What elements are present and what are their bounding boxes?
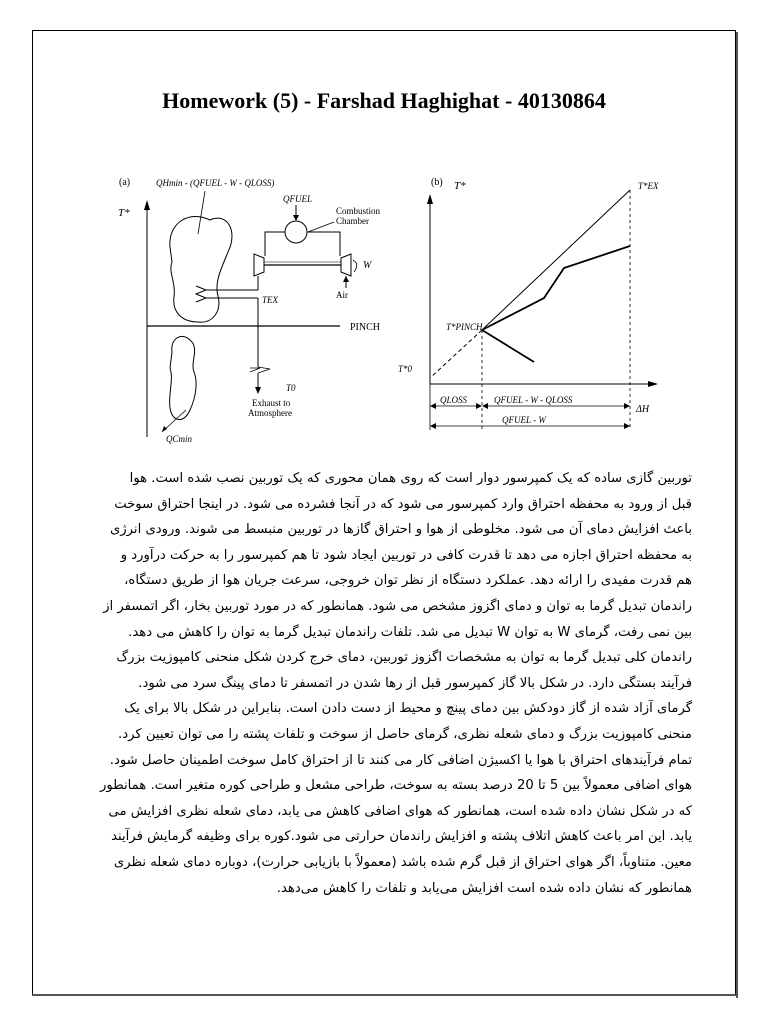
figure-a-exhaust bbox=[248, 398, 292, 418]
figure-a-air-label: Air bbox=[336, 290, 348, 300]
figure-a-t-axis: T* bbox=[118, 207, 130, 219]
figure-b-t0: T*0 bbox=[398, 364, 413, 374]
figure-b-qbottom: QFUEL - W bbox=[502, 415, 546, 425]
paragraph-line: منحنی کامپوزیت بزرگ و دمای شعله نظری، گرمای حاصل از سوخت و تلفات پشته را می توان تعیین کرد. bbox=[118, 726, 692, 742]
exhaust-line2: Atmosphere bbox=[248, 408, 292, 418]
paragraph-line: قبل از ورود به محفظه احتراق وارد کمپرسور می شود که در آنجا فشرده می شود. در اینجا احتراق سوخت bbox=[114, 496, 692, 512]
figure-a-pinch: PINCH bbox=[350, 322, 381, 333]
paragraph-line: که در شکل نشان داده شده است، همانطور که هوای اضافی کاهش می یابد، دمای شعله نظری افزایش می bbox=[108, 803, 692, 819]
figure-a-w-label: W bbox=[363, 260, 372, 271]
combustion-label-line2: Chamber bbox=[336, 216, 369, 226]
paragraph-line: هم قدرت مفیدی را ارائه دهد. عملکرد دستگاه از نظر توان خروجی، سرعت جریان هوا از طریق دستگاه، bbox=[124, 573, 692, 589]
paragraph-line: معین. متناوباً، اگر هوای احتراق از قبل گرم شده باشد (معمولاً با بازیابی حرارت)، دوباره دمای شعله نظری bbox=[113, 854, 692, 870]
paragraph-line: تمام فرآیندهای احتراق با هوا یا اکسیژن اضافی کار می کنند تا از احتراق کامل سوخت اطمینان حاصل شود. bbox=[109, 752, 692, 768]
figure-a bbox=[110, 172, 410, 447]
figure-b-tpinch: T*PINCH bbox=[446, 322, 483, 332]
paragraph-line: یابد. این امر باعث کاهش اتلاف پشته و افزایش راندمان حرارتی می شود.کوره برای وظیفه گرمایش فرآیند bbox=[111, 829, 692, 845]
figure-b-qloss: QLOSS bbox=[440, 395, 468, 405]
figure-a-qhmin-label: QHmin - (QFUEL - W - QLOSS) bbox=[156, 178, 275, 188]
body-paragraph bbox=[90, 466, 692, 901]
paragraph-line: راندمان کلی تبدیل گرما به توان به مشخصات اگزوز توربین، دمای خرج کردن شکل منحنی کامپوزیت بزرگ bbox=[116, 650, 692, 666]
exhaust-line1: Exhaust to bbox=[252, 398, 291, 408]
paragraph-line: باعث افزایش دمای آن می شود. مخلوطی از هوا و احتراق گازها در توربین منبسط می شوند. ورودی انرژی bbox=[109, 522, 692, 538]
page-border-shadow-bottom bbox=[32, 994, 738, 1000]
paragraph-line: راندمان تبدیل گرما به توان و دمای اگزوز مشخص می شود. همانطور که در مورد توربین بخار، اگر اتمسفر از bbox=[103, 598, 692, 614]
paragraph-line: بین نمی رفت، گرمای W به توان W تبدیل می شد. تلفات راندمان تبدیل گرما به توان را کاهش می دهد. bbox=[128, 624, 692, 640]
figure-a-t0: T0 bbox=[286, 383, 296, 393]
figure-b-label: (b) bbox=[431, 177, 443, 188]
figure-a-qfuel: QFUEL bbox=[283, 194, 312, 204]
figure-a-tex: TEX bbox=[262, 295, 279, 305]
figure-a-combustion-label bbox=[336, 206, 381, 226]
figure-b-delta-h: ΔH bbox=[636, 404, 650, 415]
paragraph-line: به محفظه احتراق اجازه می دهد تا قدرت کافی در توربین ایجاد شود تا هم کمپرسور را به حرکت درآورد و bbox=[120, 547, 692, 563]
figure-b bbox=[394, 172, 670, 434]
figure-a-label: (a) bbox=[119, 177, 131, 188]
paragraph-line: فرآیند بستگی دارد. در شکل بالا گاز کمپرسور قبل از رها شدن در اتمسفر تا دمای پینگ سرد می شود. bbox=[138, 675, 692, 691]
figure-b-t-axis: T* bbox=[454, 180, 466, 192]
page-border-shadow-right bbox=[736, 32, 741, 998]
page-title: Homework (5) - Farshad Haghighat - 40130864 bbox=[162, 88, 606, 113]
paragraph-line: همانطور که نشان داده شده است افزایش می‌یابد و تلفات را کاهش می‌دهد. bbox=[276, 880, 692, 896]
paragraph-line: گرمای آزاد شده از گاز دودکش بین دمای پینچ و محیط از دست دادن است. بنابراین در شکل بالا برای یک bbox=[124, 701, 692, 717]
paragraph-line: هوای اضافی معمولاً بین 5 تا 20 درصد بسته به سوخت، طراحی مشعل و طراحی کوره متغیر است. همانطور bbox=[100, 778, 692, 794]
figure-b-qmid: QFUEL - W - QLOSS bbox=[494, 395, 573, 405]
combustion-label-line1: Combustion bbox=[336, 206, 381, 216]
paragraph-line: توربین گازی ساده که یک کمپرسور دوار است که روی همان محوری که یک توربین نصب شده است. هوا bbox=[129, 471, 692, 486]
figure-b-tex: T*EX bbox=[638, 181, 659, 191]
figure-a-qcmin: QCmin bbox=[166, 434, 193, 444]
